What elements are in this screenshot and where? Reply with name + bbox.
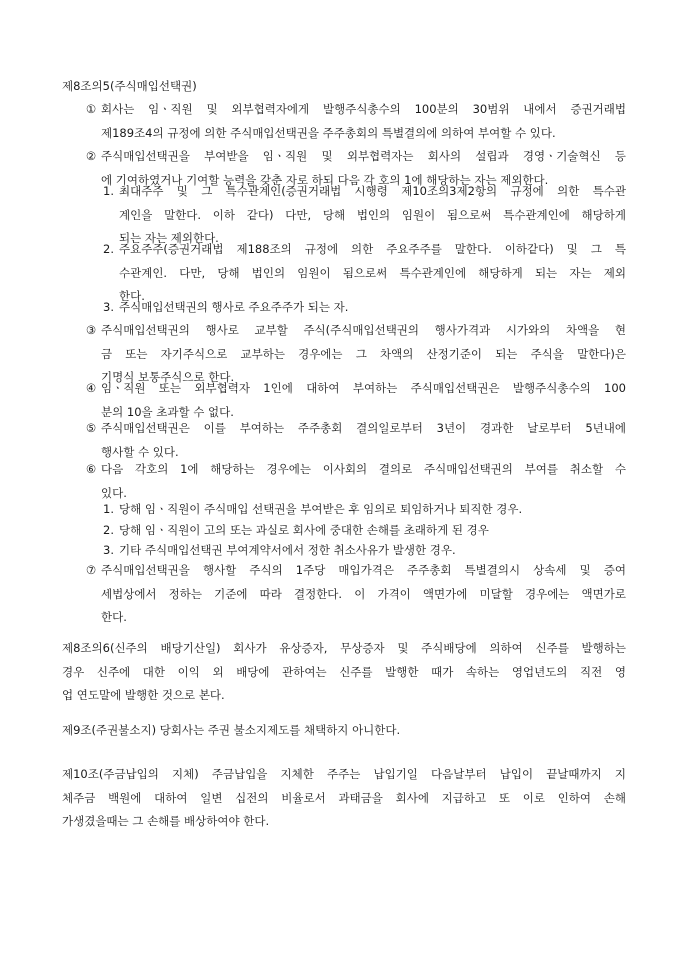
text-line: 세법상에서 정하는 기준에 따라 결정한다. 이 가격이 액면가에 미달할 경우에는 액면가로 bbox=[101, 586, 626, 601]
sub-number: 1. bbox=[103, 184, 114, 198]
text-line: 주요주주(증권거래법 제188조의 규정에 의한 주요주주를 말한다. 이하같다) 및 그 특 bbox=[119, 242, 626, 256]
text-line: 분의 10을 초과할 수 없다. bbox=[101, 404, 234, 419]
clause-number: ④ bbox=[85, 381, 97, 395]
text-line: 수관계인. 다만, 당해 법인의 임원이 됨으로써 특수관계인에 해당하게 되는 자는 제외 bbox=[119, 265, 626, 280]
text-line: 당해 임ㆍ직원이 고의 또는 과실로 회사에 중대한 손해를 초래하게 된 경우 bbox=[119, 523, 489, 537]
text-line: 행사할 수 있다. bbox=[101, 444, 179, 459]
text-line: 경우 신주에 대한 이익 외 배당에 관하여는 신주를 발행한 때가 속하는 영업년도의 직전 영 bbox=[62, 664, 626, 679]
text-line: 제189조4의 규정에 의한 주식매입선택권을 주주총회의 특별결의에 의하여 부여할 수 있다. bbox=[101, 125, 556, 140]
text-line: 당해 임ㆍ직원이 주식매입 선택권을 부여받은 후 임의로 퇴임하거나 퇴직한 경우. bbox=[119, 502, 523, 516]
clause-5 bbox=[82, 417, 626, 464]
article-8-5-title: 제8조의5(주식매입선택권) bbox=[62, 79, 197, 93]
sub-number: 2. bbox=[103, 523, 114, 537]
text-line: 최대주주 및 그 특수관계인(증권거래법 시행령 제10조의3제2항의 규정에 의한 특수관 bbox=[119, 184, 626, 198]
article-10 bbox=[62, 763, 626, 834]
text-line: 되는 자는 제외한다. bbox=[119, 231, 219, 245]
clause-6-sub-1 bbox=[103, 498, 626, 522]
text-line: 회사는 임ㆍ직원 및 외부협력자에게 발행주식총수의 100분의 30범위 내에서 증권거래법 bbox=[101, 102, 626, 116]
sub-number: 3. bbox=[103, 300, 114, 314]
text-line: 한다. bbox=[101, 610, 127, 624]
text-line: 제10조(주금납입의 지체) 주금납입을 지체한 주주는 납입기일 다음날부터 납입이 끝날때까지 지 bbox=[62, 767, 626, 781]
text-line: 기타 주식매입선택권 부여계약서에서 정한 취소사유가 발생한 경우. bbox=[119, 543, 456, 557]
text-line: 주식매입선택권을 부여받을 임ㆍ직원 및 외부협력자는 회사의 설립과 경영ㆍ기술혁신 등 bbox=[101, 149, 626, 163]
text-line: 체주금 백원에 대하여 일변 십전의 비율로서 과태금을 회사에 지급하고 또 이로 인하여 손해 bbox=[62, 790, 626, 805]
text-line: 임ㆍ직원 또는 외부협력자 1인에 대하여 부여하는 주식매입선택권은 발행주식총수의 100 bbox=[101, 381, 626, 395]
text-line: 에 기여하였거나 기여할 능력을 갖춘 자로 하되 다음 각 호의 1에 해당하는 자는 제외한다. bbox=[101, 172, 549, 187]
clause-2-sub-3 bbox=[103, 296, 626, 320]
clause-number: ③ bbox=[85, 323, 97, 337]
clause-1 bbox=[82, 98, 626, 145]
text-line: 제9조(주권불소지) 당회사는 주권 불소지제도를 채택하지 아니한다. bbox=[62, 723, 401, 737]
text-line: 주식매입선택권의 행사로 교부할 주식(주식매입선택권의 행사가격과 시가와의 차액을 현 bbox=[101, 323, 626, 337]
article-8-6 bbox=[62, 637, 626, 708]
text-line: 있다. bbox=[101, 485, 127, 500]
clause-7 bbox=[82, 559, 626, 630]
clause-number: ⑤ bbox=[85, 421, 97, 435]
text-line: 기명식 보통주식으로 한다. bbox=[101, 370, 235, 384]
article-9 bbox=[62, 719, 626, 743]
clause-number: ② bbox=[85, 149, 97, 163]
text-line: 제8조의6(신주의 배당기산일) 회사가 유상증자, 무상증자 및 주식배당에 의하여 신주를 발행하는 bbox=[62, 641, 626, 655]
clause-number: ① bbox=[85, 102, 97, 116]
text-line: 가생겼을때는 그 손해를 배상하여야 한다. bbox=[62, 814, 270, 828]
text-line: 업 연도말에 발행한 것으로 본다. bbox=[62, 688, 225, 702]
sub-number: 3. bbox=[103, 543, 114, 557]
text-line: 주식매입선택권은 이를 부여하는 주주총회 결의일로부터 3년이 경과한 날로부터 5년내에 bbox=[101, 421, 626, 435]
sub-number: 2. bbox=[103, 242, 114, 256]
text-line: 금 또는 자기주식으로 교부하는 경우에는 그 차액의 산정기준이 되는 주식을 말한다)은 bbox=[101, 346, 626, 361]
clause-number: ⑦ bbox=[85, 563, 97, 577]
text-line: 다음 각호의 1에 해당하는 경우에는 이사회의 결의로 주식매입선택권의 부여를 취소할 수 bbox=[101, 462, 626, 476]
text-line: 계인을 말한다. 이하 같다) 다만, 당해 법인의 임원이 됨으로써 특수관계인에 해당하게 bbox=[119, 207, 626, 222]
clause-number: ⑥ bbox=[85, 462, 97, 476]
text-line: 주식매입선택권을 행사할 주식의 1주당 매입가격은 주주총회 특별결의시 상속세 및 증여 bbox=[101, 563, 626, 577]
text-line: 한다. bbox=[119, 289, 145, 303]
sub-number: 1. bbox=[103, 502, 114, 516]
text-line: 주식매입선택권의 행사로 주요주주가 되는 자. bbox=[119, 300, 349, 314]
